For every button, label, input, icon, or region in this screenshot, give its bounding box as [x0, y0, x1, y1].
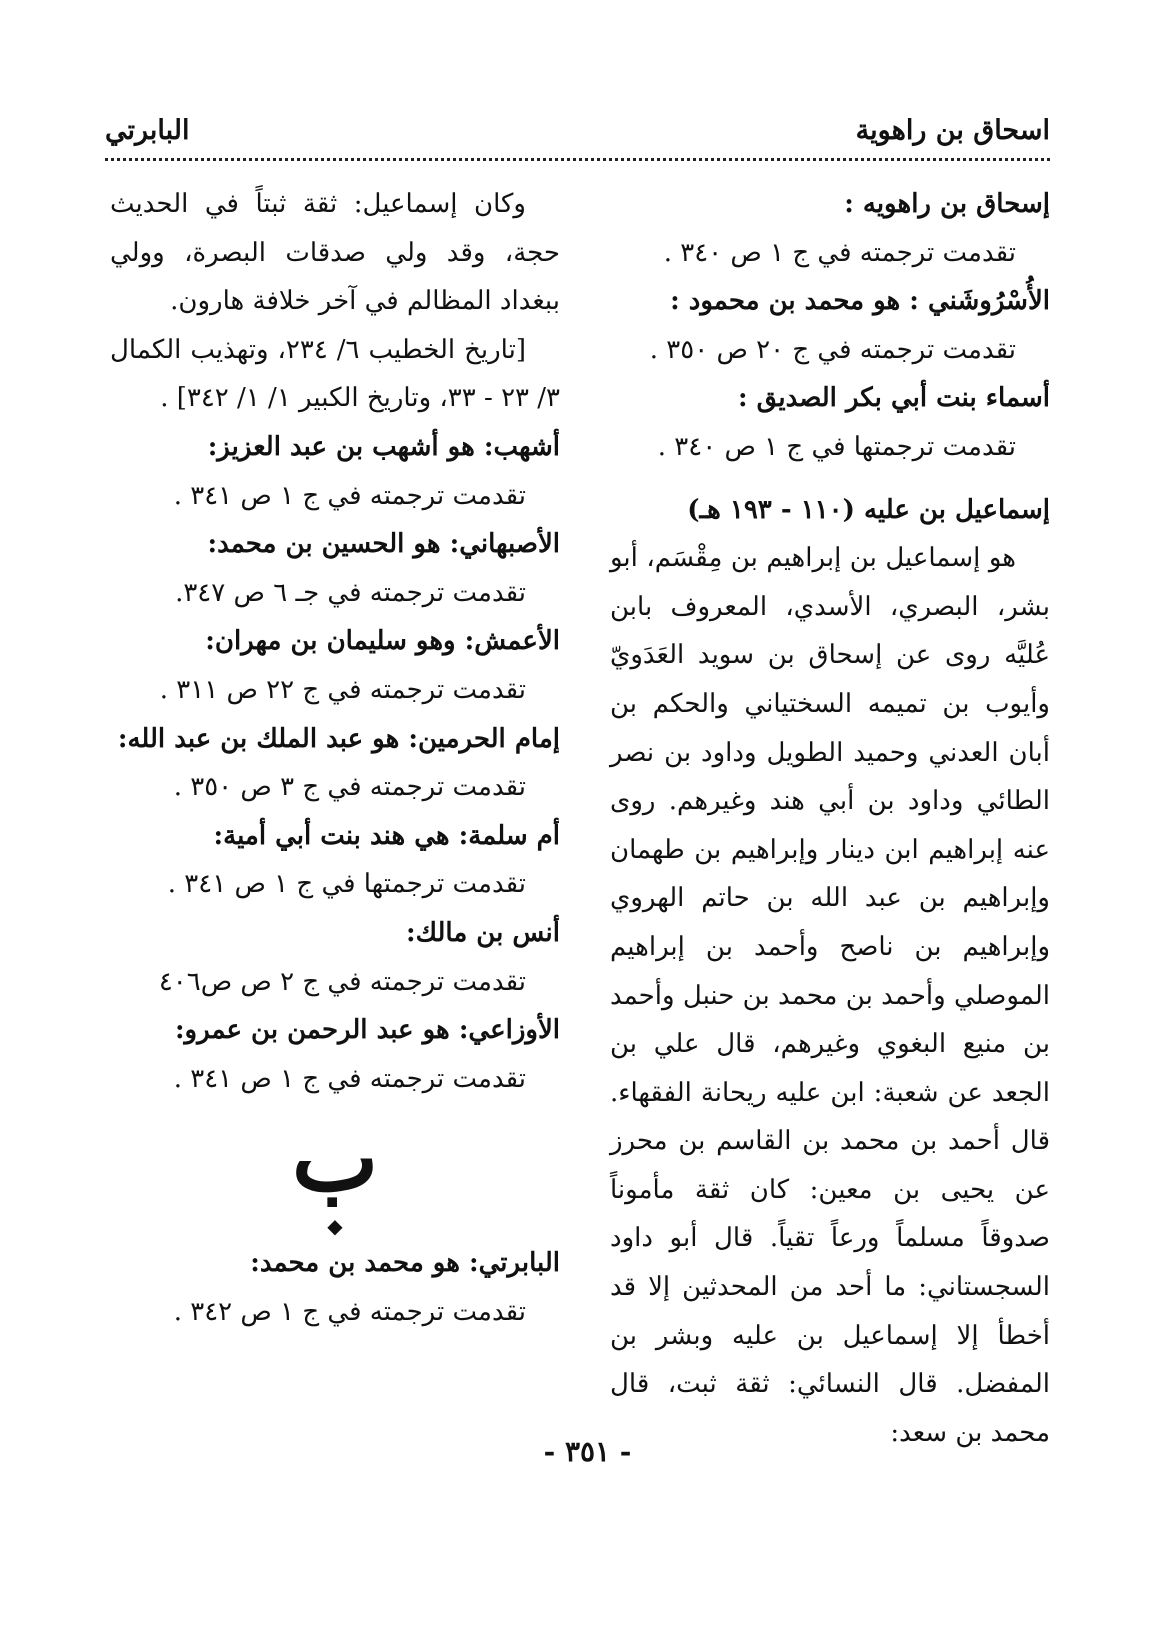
- biography-continuation: وكان إسماعيل: ثقة ثبتاً في الحديث حجة، وقد ولي صدقات البصرة، وولي ببغداد المظالم في آخر خلافة هارون.: [110, 189, 560, 317]
- section-letter: ب: [291, 1104, 379, 1213]
- entry-heading: أشهب: هو أشهب بن عبد العزيز:: [207, 431, 560, 462]
- running-header: [105, 98, 1050, 146]
- section-letter-block: [110, 1103, 560, 1239]
- biography-paragraph: هو إسماعيل بن إبراهيم بن مِقْسَم، أبو بشر، البصري، الأسدي، المعروف بابن عُليَّه روى عن إسحاق بن سويد العَدَويّ وأيوب بن تميمه السختياني والحكم بن أبان العدني وحميد الطويل وداود بن نصر الطائي وداود بن أبي هند وغيرهم. روى عنه إبراهيم ابن دينار وإبراهيم بن طهمان وإبراهيم بن عبد الله بن حاتم الهروي وإبراهيم بن ناصح وأحمد بن إبراهيم الموصلي وأحمد بن محمد بن حنبل وأحمد بن منيع البغوي وغيرهم، قال علي بن الجعد عن شعبة: ابن عليه ريحانة الفقهاء. قال أحمد بن محمد بن القاسم بن محرز عن يحيى بن معين: كان ثقة مأموناً صدوقاً مسلماً ورعاً تقياً. قال أبو داود السجستاني: ما أحد من المحدثين إلا قد أخطأ إلا إسماعيل بن عليه وبشر بن المفضل. قال النسائي: ثقة ثبت، قال محمد بن سعد:: [610, 543, 1050, 1448]
- left-column: [110, 180, 560, 1336]
- references-paragraph: [تاريخ الخطيب ٦/ ٢٣٤، وتهذيب الكمال ٣/ ٢٣ - ٣٣، وتاريخ الكبير ١/ ١/ ٣٤٢] .: [110, 334, 560, 414]
- header-right-title: اسحاق بن راهوية: [855, 115, 1050, 146]
- entry-heading: إمام الحرمين: هو عبد الملك بن عبد الله:: [117, 723, 560, 754]
- header-dotted-rule: [105, 158, 1050, 161]
- spacer: [610, 472, 1050, 486]
- page-number: - ٣٥١ -: [543, 1435, 632, 1468]
- diamond-ornament-icon: ◆: [327, 1214, 343, 1239]
- right-column: [610, 180, 1050, 1457]
- entry-heading: الأعمش: وهو سليمان بن مهران:: [205, 626, 560, 657]
- entry-heading: الأصبهاني: هو الحسين بن محمد:: [207, 529, 560, 560]
- entry-heading: أم سلمة: هي هند بنت أبي أمية:: [213, 820, 560, 851]
- entry-text: تقدمت ترجمته في ج ٣ ص ٣٥٠ .: [173, 772, 526, 803]
- entry-text: تقدمت ترجمته في ج ١ ص ٣٤٠ .: [663, 237, 1016, 268]
- entry-heading: أنس بن مالك:: [405, 917, 560, 948]
- entry-text: تقدمت ترجمته في ج ١ ص ٣٤٢ .: [173, 1296, 526, 1327]
- entry-text: تقدمت ترجمته في ج ٢٠ ص ٣٥٠ .: [649, 334, 1016, 365]
- entry-heading: الأُسْرُوشَني : هو محمد بن محمود :: [670, 286, 1050, 317]
- entry-text: تقدمت ترجمته في ج ٢ ص ص٤٠٦: [158, 966, 526, 997]
- entry-heading: الأوزاعي: هو عبد الرحمن بن عمرو:: [174, 1015, 560, 1046]
- entry-text: تقدمت ترجمتها في ج ١ ص ٣٤١ .: [167, 869, 526, 900]
- entry-text: تقدمت ترجمته في جـ ٦ ص ٣٤٧.: [175, 577, 526, 608]
- entry-heading: إسماعيل بن عليه (١١٠ - ١٩٣ هـ): [687, 494, 1050, 525]
- entry-text: تقدمت ترجمته في ج ١ ص ٣٤١ .: [173, 480, 526, 511]
- entry-text: تقدمت ترجمته في ج ١ ص ٣٤١ .: [173, 1063, 526, 1094]
- entry-heading: أسماء بنت أبي بكر الصديق :: [738, 383, 1050, 414]
- header-left-title: البابرتي: [105, 115, 190, 146]
- entry-text: تقدمت ترجمته في ج ٢٢ ص ٣١١ .: [159, 674, 526, 705]
- entry-text: تقدمت ترجمتها في ج ١ ص ٣٤٠ .: [657, 431, 1016, 462]
- entry-heading: البابرتي: هو محمد بن محمد:: [250, 1248, 560, 1279]
- entry-heading: إسحاق بن راهويه :: [844, 189, 1050, 219]
